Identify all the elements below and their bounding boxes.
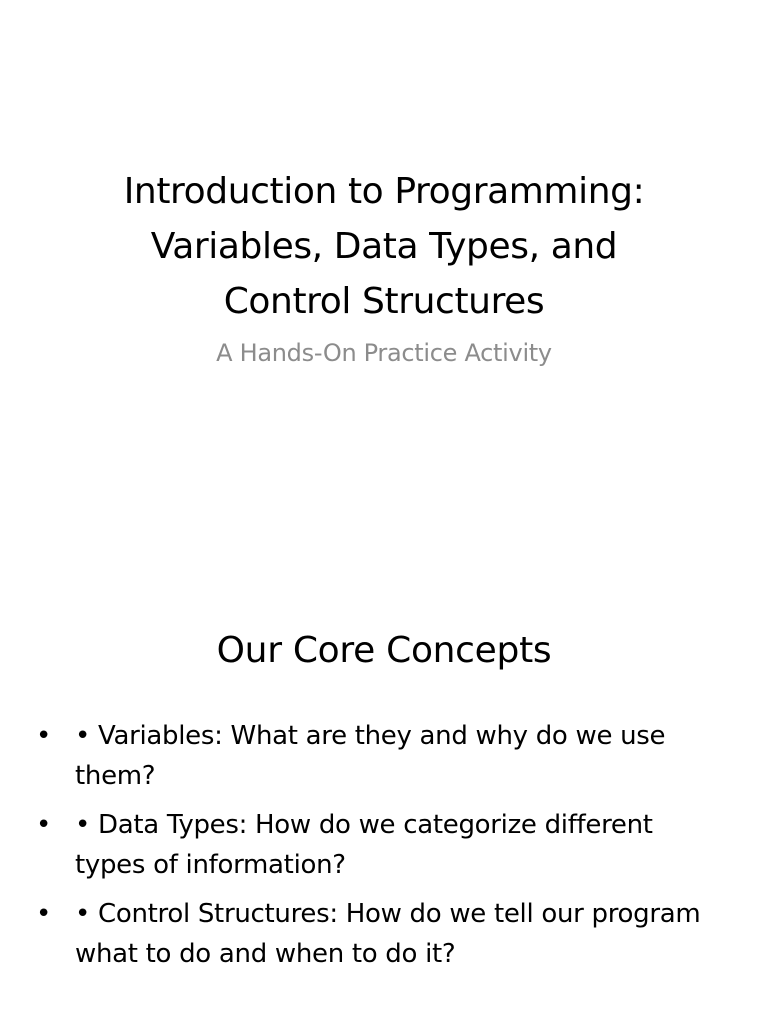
slide-title-line-3: Control Structures [223,281,545,322]
list-item [36,805,726,885]
section-heading: Our Core Concepts [216,630,552,671]
slide-title [40,164,728,329]
list-item-text: • Variables: What are they and why do we use them? [75,721,666,791]
slide-title-line-1: Introduction to Programming: [123,171,645,212]
slide-subtitle: A Hands-On Practice Activity [216,339,552,367]
bullet-marker: • [36,721,52,751]
list-item-text: • Control Structures: How do we tell our program what to do and when to do it? [75,899,701,969]
concept-list [36,716,726,983]
slide-title-line-2: Variables, Data Types, and [150,226,618,267]
bullet-marker: • [36,899,52,929]
list-item [36,894,726,974]
list-item-text: • Data Types: How do we categorize different types of information? [75,810,653,880]
bullet-marker: • [36,810,52,840]
list-item [36,716,726,796]
